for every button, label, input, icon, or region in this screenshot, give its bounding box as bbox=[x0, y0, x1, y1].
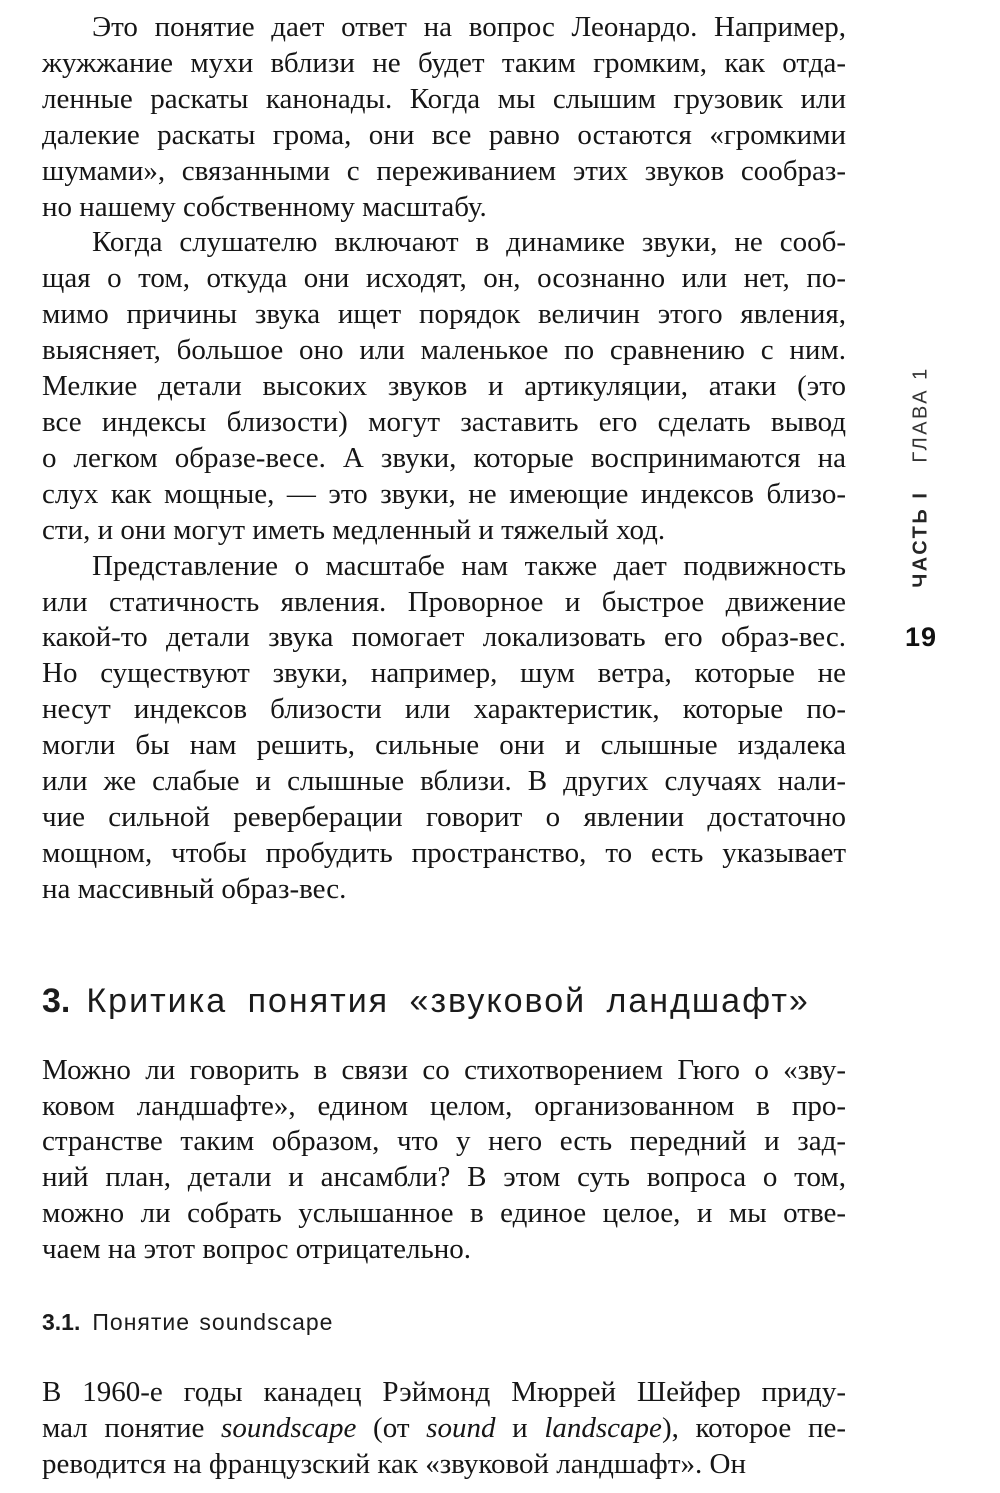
text-line: можно ли собрать услышанное в единое целое, и мы отве- bbox=[42, 1197, 846, 1230]
text-line: Мелкие детали высоких звуков и артикуляции, атаки (это bbox=[42, 370, 846, 403]
text-line: Но существуют звуки, например, шум ветра, которые не bbox=[42, 657, 846, 690]
text-line: на массивный образ-вес. bbox=[42, 872, 347, 905]
text-line: далекие раскаты грома, они все равно остаются «громкими bbox=[42, 118, 846, 151]
text-column bbox=[42, 10, 846, 1483]
paragraph bbox=[42, 1375, 846, 1483]
text-line: Можно ли говорить в связи со стихотворением Гюго о «зву- bbox=[42, 1053, 846, 1086]
heading-text: Критика понятия «звуковой ландшафт» bbox=[86, 981, 810, 1020]
text-line: несут индексов близости или характеристик, которые по- bbox=[42, 693, 846, 726]
page-number: 19 bbox=[905, 622, 938, 652]
text-line: могли бы нам решить, сильные они и слышные издалека bbox=[42, 729, 846, 762]
heading-number: 3.1. bbox=[42, 1309, 81, 1336]
text-line: реводится на французский как «звуковой ландшафт». Он bbox=[42, 1447, 746, 1480]
text-line: о легком образе-весе. А звуки, которые воспринимаются на bbox=[42, 441, 846, 474]
text-line: сти, и они могут иметь медленный и тяжелый ход. bbox=[42, 513, 666, 546]
text-line: Когда слушателю включают в динамике звуки, не сооб- bbox=[92, 226, 846, 259]
text-line: щая о том, откуда они исходят, он, осознанно или нет, по- bbox=[42, 262, 846, 295]
text-line: какой-то детали звука помогает локализовать его образ-вес. bbox=[42, 621, 846, 654]
text-line: Это понятие дает ответ на вопрос Леонардо. Например, bbox=[92, 11, 846, 43]
chapter-label: ГЛАВА 1 bbox=[909, 366, 932, 463]
text-line: шумами», связанными с переживанием этих звуков сообраз- bbox=[42, 154, 846, 187]
text-line: чаем на этот вопрос отрицательно. bbox=[42, 1233, 472, 1266]
text-line: чие сильной реверберации говорит о явлении достаточно bbox=[42, 800, 846, 833]
text-line: ковом ландшафте», едином целом, организованном в про- bbox=[42, 1089, 846, 1122]
chapter-sidebar bbox=[910, 366, 933, 588]
text-line: мощном, чтобы пробудить пространство, то есть указывает bbox=[42, 836, 846, 869]
text-line: или же слабые и слышные вблизи. В других случаях нали- bbox=[42, 765, 846, 798]
text-line: или статичность явления. Проворное и быстрое движение bbox=[42, 585, 846, 618]
text-line: мимо причины звука ищет порядок величин этого явления, bbox=[42, 298, 846, 331]
text-line: странстве таким образом, что у него есть передний и зад- bbox=[42, 1125, 846, 1158]
part-label: ЧАСТЬ I bbox=[909, 490, 932, 588]
section-subheading bbox=[42, 1307, 846, 1337]
text-line: выясняет, большое оно или маленькое по сравнению с ним. bbox=[42, 334, 846, 367]
section-heading bbox=[42, 979, 846, 1023]
heading-number: 3. bbox=[42, 981, 71, 1020]
text-line: Представление о масштабе нам также дает подвижность bbox=[92, 549, 846, 582]
text-line: В 1960-е годы канадец Рэймонд Мюррей Шейфер приду- bbox=[42, 1376, 846, 1409]
text-line: мал понятие soundscape (от sound и landscape), которое пе- bbox=[42, 1412, 846, 1444]
paragraph bbox=[42, 225, 846, 548]
text-line: жужжание мухи вблизи не будет таким громким, как отда- bbox=[42, 46, 846, 79]
text-line: все индексы близости) могут заставить его сделать вывод bbox=[42, 405, 846, 438]
text-line: но нашему собственному масштабу. bbox=[42, 190, 487, 223]
heading-text: Понятие soundscape bbox=[92, 1309, 334, 1336]
text-line: слух как мощные, — это звуки, не имеющие индексов близо- bbox=[42, 477, 846, 510]
text-line: ленные раскаты канонады. Когда мы слышим грузовик или bbox=[42, 82, 846, 115]
paragraph bbox=[42, 10, 846, 225]
text-line: ний план, детали и ансамбли? В этом суть вопроса о том, bbox=[42, 1161, 846, 1194]
paragraph bbox=[42, 549, 846, 908]
paragraph bbox=[42, 1053, 846, 1268]
